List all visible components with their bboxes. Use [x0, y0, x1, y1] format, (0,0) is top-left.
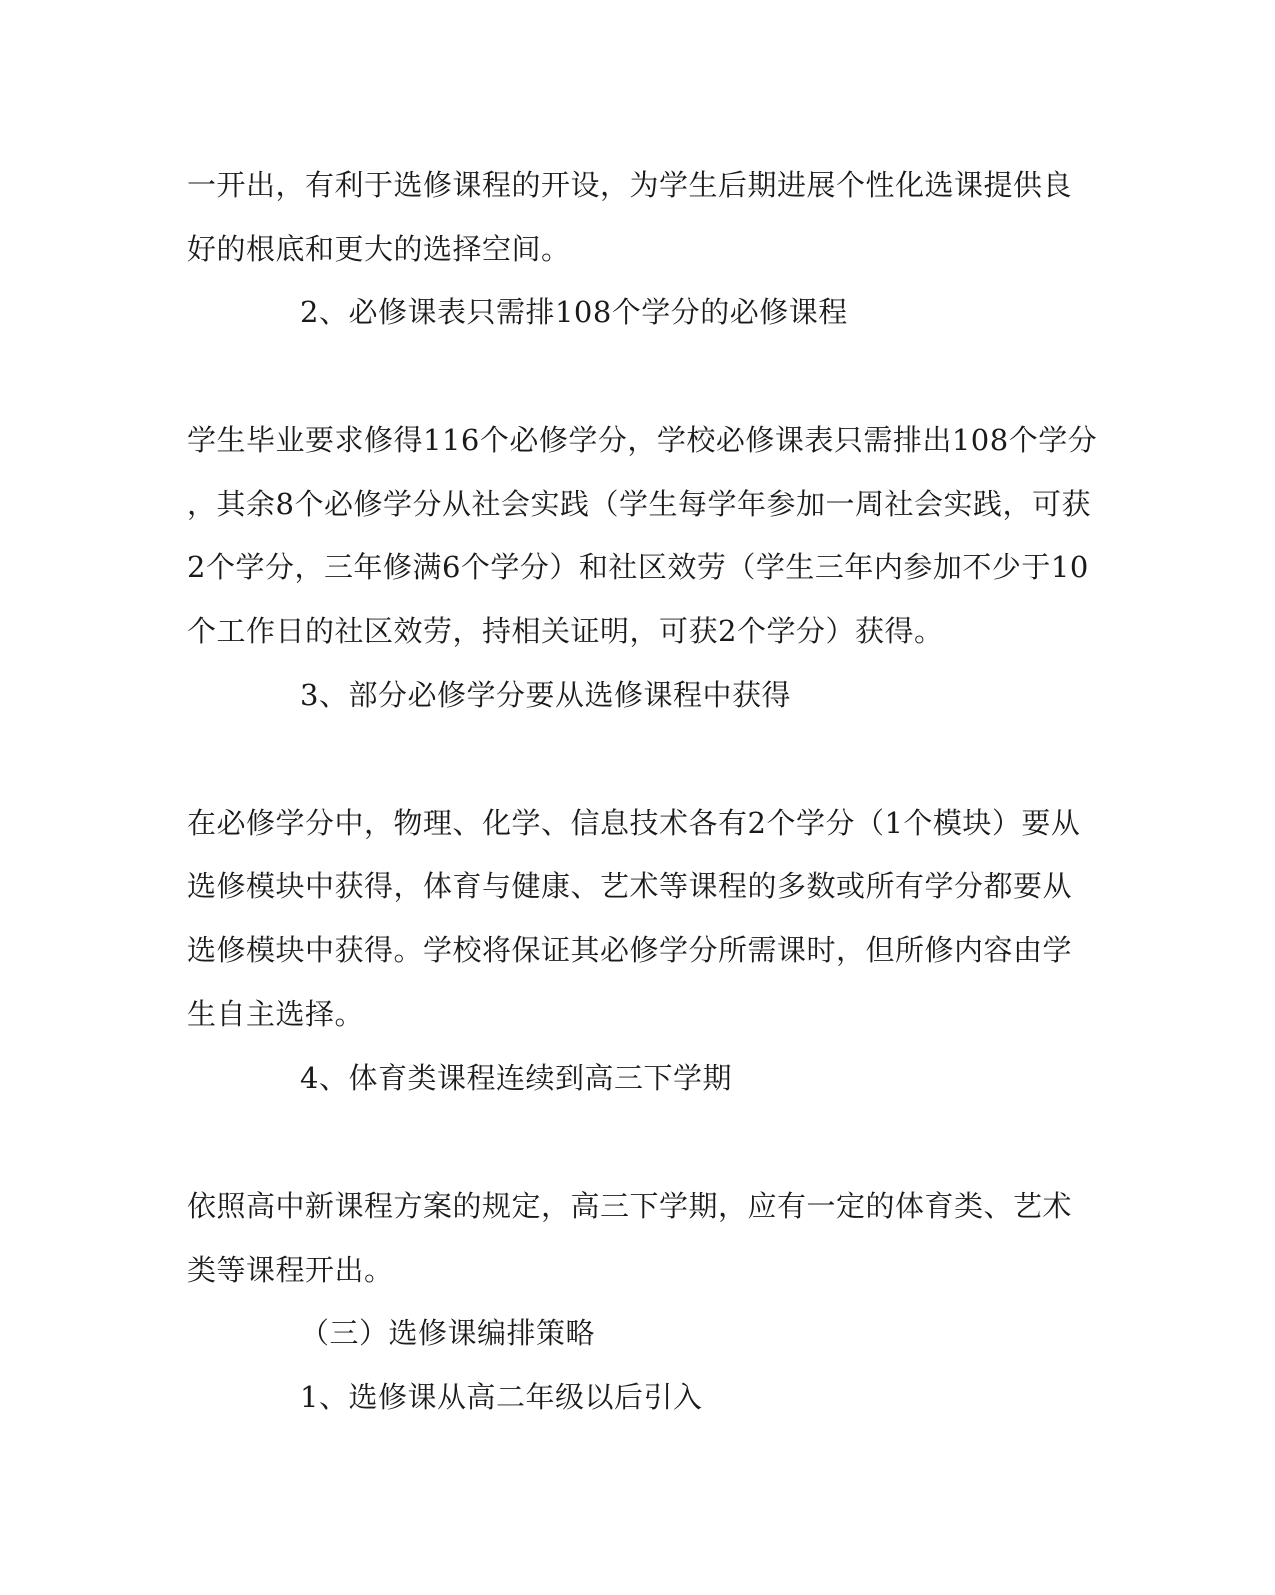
paragraph-line: 选修模块中获得，体育与健康、艺术等课程的多数或所有学分都要从 [187, 869, 1073, 903]
paragraph-line: 好的根底和更大的选择空间。 [187, 232, 571, 266]
section-heading: （三）选修课编排策略 [300, 1316, 596, 1350]
section-heading: 3、部分必修学分要从选修课程中获得 [300, 678, 791, 712]
paragraph-line: 个工作日的社区效劳，持相关证明，可获2个学分）获得。 [187, 614, 944, 648]
paragraph-line: 学生毕业要求修得116个必修学分，学校必修课表只需排出108个学分 [187, 423, 1098, 457]
paragraph-line: 2个学分，三年修满6个学分）和社区效劳（学生三年内参加不少于10 [187, 550, 1089, 584]
paragraph-line: ，其余8个必修学分从社会实践（学生每学年参加一周社会实践，可获 [187, 487, 1091, 521]
paragraph-line: 一开出，有利于选修课程的开设，为学生后期进展个性化选课提供良 [187, 168, 1073, 202]
paragraph-line: 依照高中新课程方案的规定，高三下学期，应有一定的体育类、艺术 [187, 1189, 1073, 1223]
paragraph-line: 在必修学分中，物理、化学、信息技术各有2个学分（1个模块）要从 [187, 806, 1081, 840]
paragraph-line: 生自主选择。 [187, 997, 365, 1031]
section-heading: 4、体育类课程连续到高三下学期 [300, 1061, 732, 1095]
section-heading: 1、选修课从高二年级以后引入 [300, 1380, 703, 1414]
paragraph-line: 选修模块中获得。学校将保证其必修学分所需课时，但所修内容由学 [187, 933, 1073, 967]
paragraph-line: 类等课程开出。 [187, 1253, 394, 1287]
section-heading: 2、必修课表只需排108个学分的必修课程 [300, 295, 848, 329]
